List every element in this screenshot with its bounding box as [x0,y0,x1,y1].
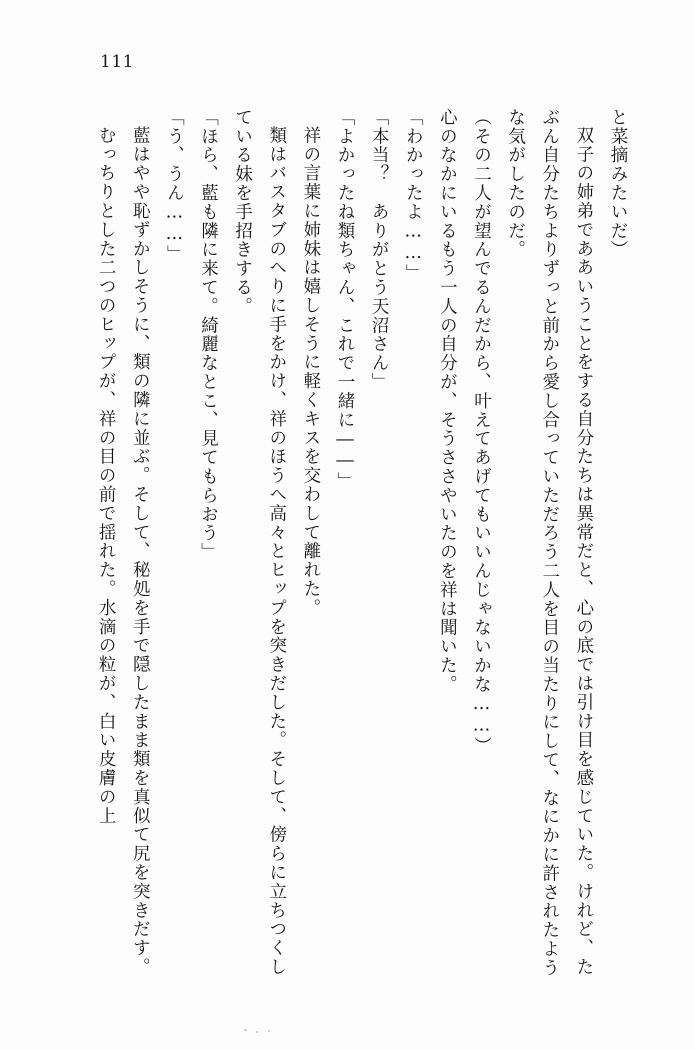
print-speck [256,1031,258,1033]
print-speck [244,1029,247,1031]
paragraph: 祥の言葉に姉妹は嬉しそうに軽くキスを交わして離れた。 [300,125,321,617]
paragraph: 藍はやや恥ずかしそうに、類の隣に並ぶ。そして、秘処を手で隠したまま類を真似て尻を突きだす。 [130,125,151,976]
paragraph: むっちりとした二つのヒップが、祥の目の前で揺れた。水滴の粒が、白い皮膚の上 [96,125,117,825]
paragraph: 「本当？ ありがとう天沼さん」 [369,108,390,392]
page-number: 111 [100,52,134,72]
print-speck [268,1030,270,1032]
paragraph: 「わかったよ……」 [403,108,424,284]
paragraph: 「よかったね類ちゃん、これで一緒に――」 [335,108,355,491]
paragraph: 心のなかにいるもう一人の自分が、そうささやいたのを祥は聞いた。 [437,108,458,694]
paragraph: 「う、うん……」 [164,108,185,265]
paragraph: 類はバスタブのへりに手をかけ、祥のほうへ高々とヒップを突きだした。そして、傍らに立ちつくしている妹を手招きする。 [232,108,287,976]
paragraph: （その二人が望んでるんだから、叶えてあげてもいいんじゃないかな……） [471,108,492,756]
paragraph: 「ほら、藍も隣に来て。綺麗なとこ、見てもらおう」 [198,108,219,562]
paragraph: 双子の姉弟でああいうことをする自分たちは異常だと、心の底では引け目を感じていた。けれど、たぶん自分たちよりずっと前から愛し合っていただろう二人を目の当たりにして、なにかに許されたような気がしたのだ。 [505,108,594,978]
novel-text-body [60,108,635,988]
paragraph: と菜摘みたいだ） [608,108,628,260]
